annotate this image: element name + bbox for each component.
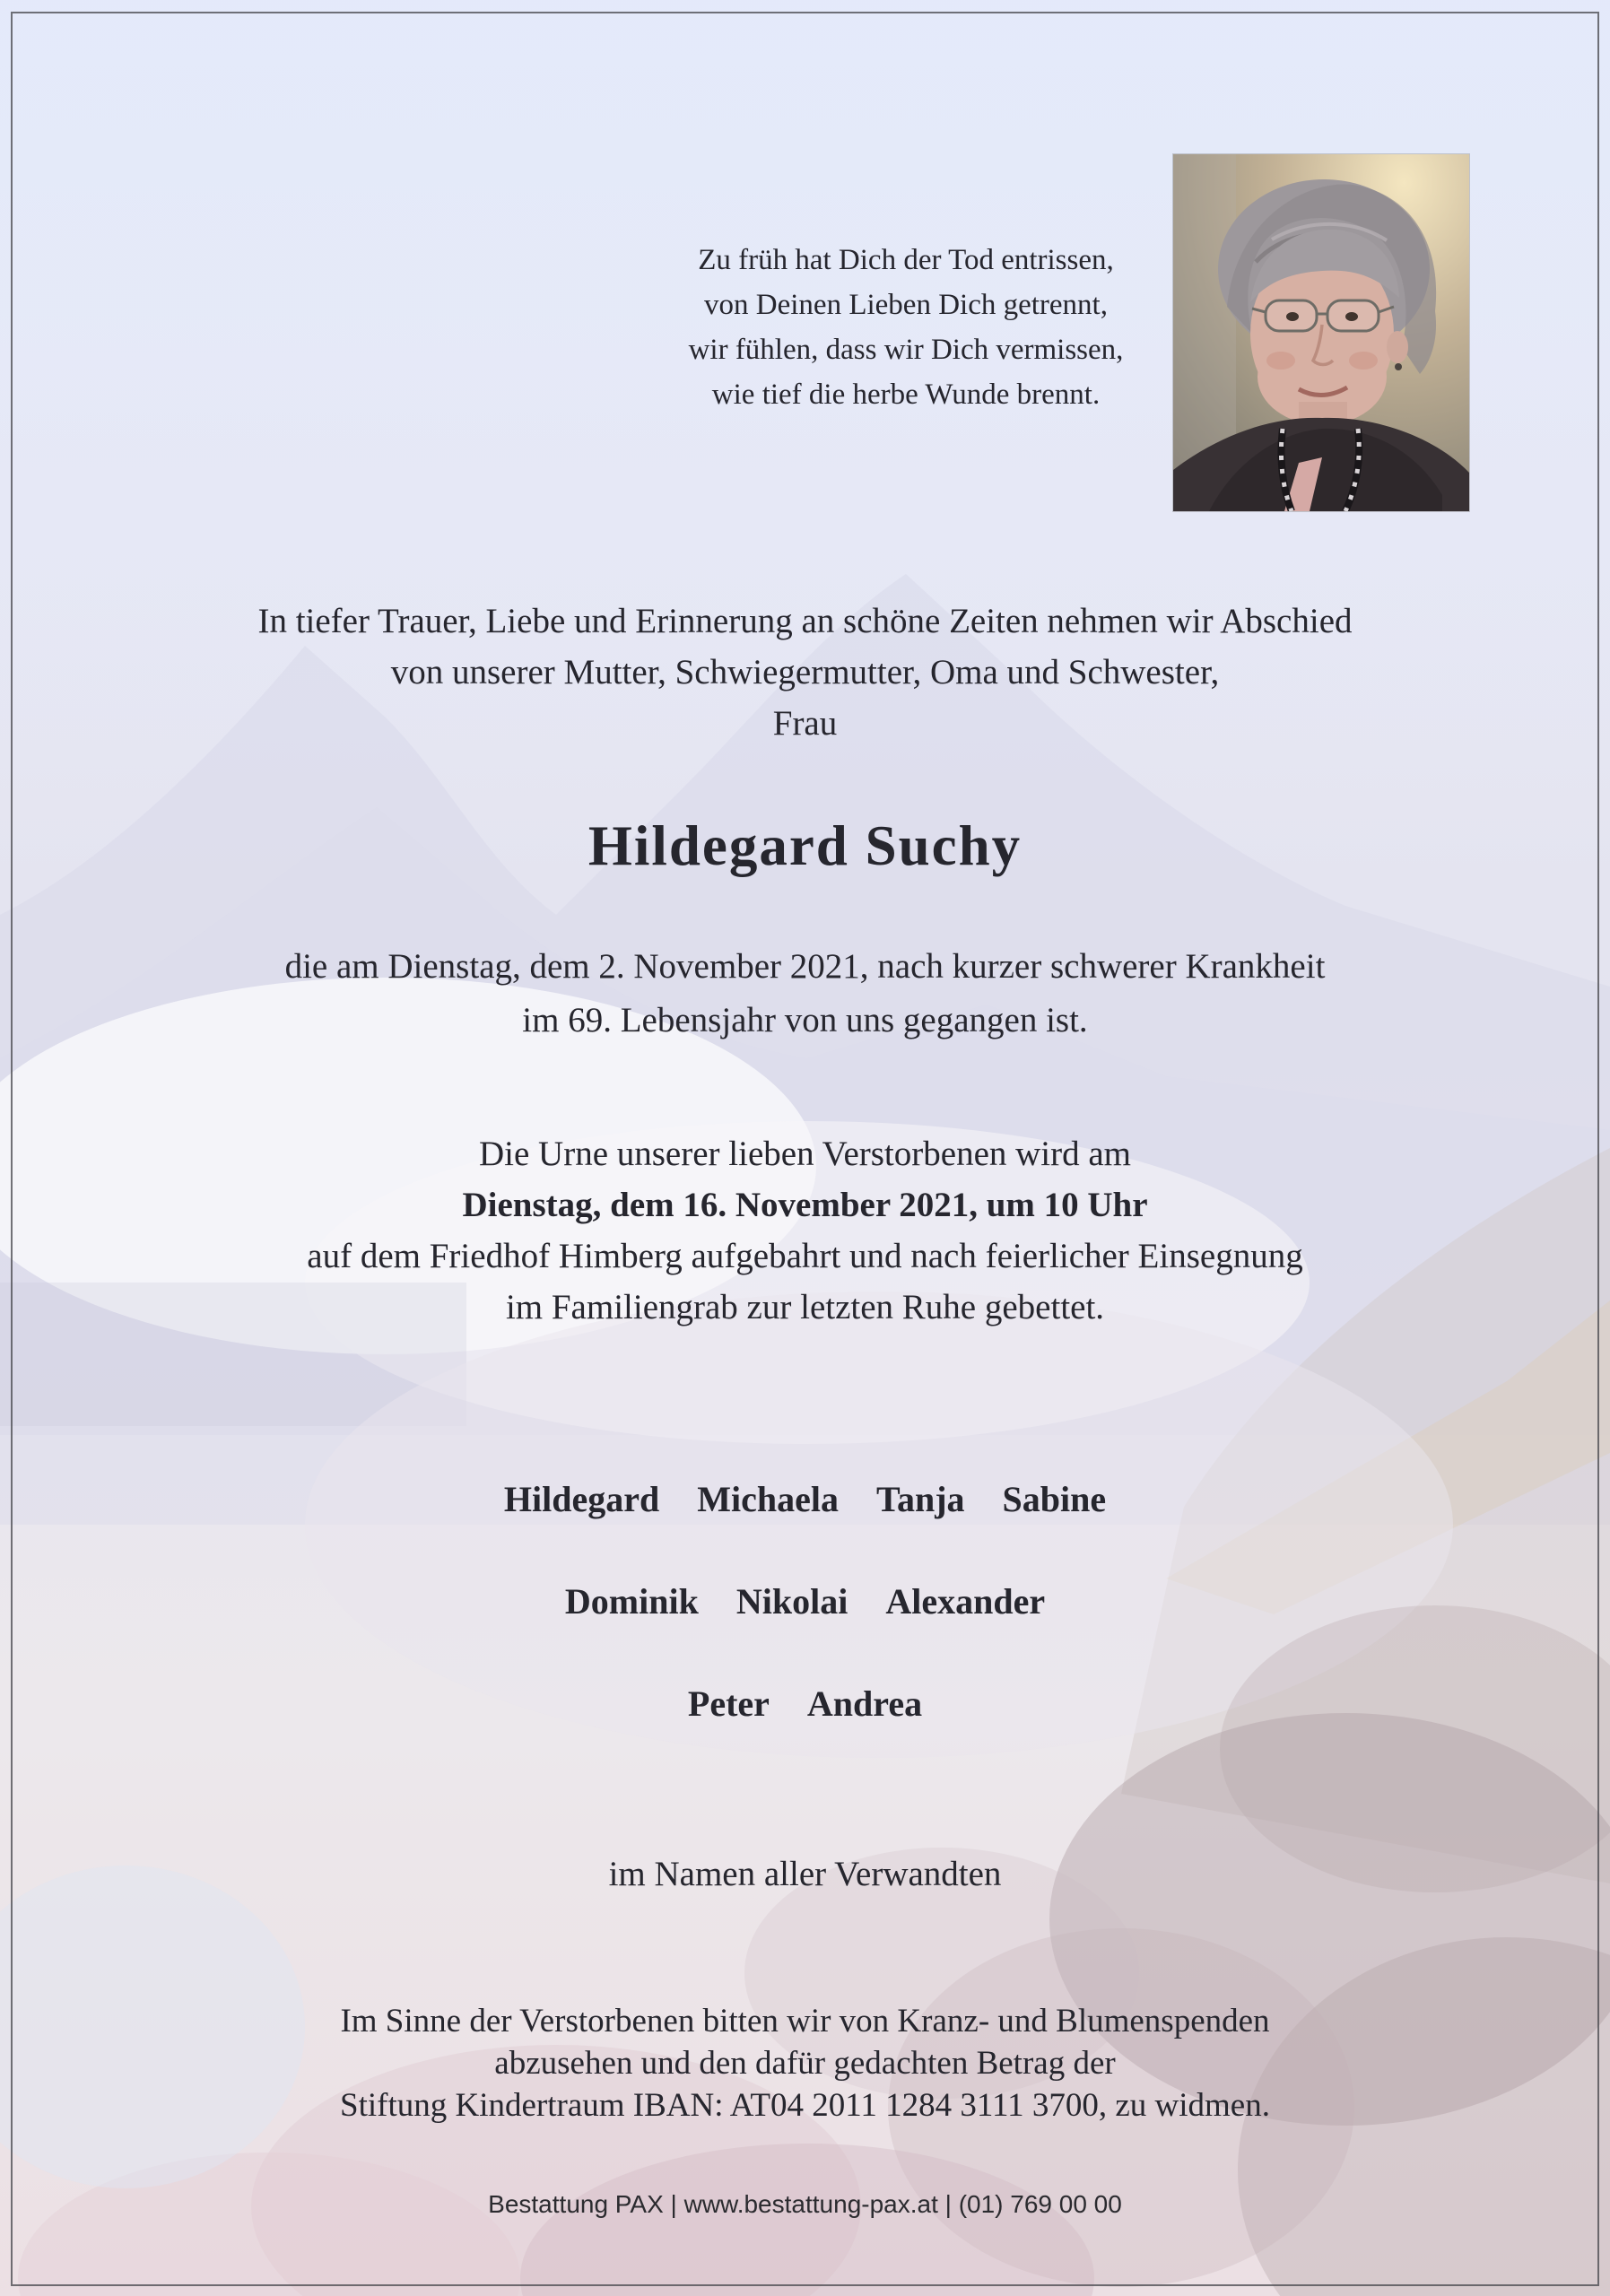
mourners-row-2	[0, 1580, 1610, 1623]
mourner-name: Nikolai	[735, 1581, 849, 1622]
intro-line: In tiefer Trauer, Liebe und Erinnerung an schöne Zeiten nehmen wir Abschied	[257, 602, 1353, 640]
closing-line: im Namen aller Verwandten	[608, 1855, 1002, 1893]
donation-line: Stiftung Kindertraum IBAN: AT04 2011 1284 3111 3700, zu widmen.	[340, 2087, 1270, 2124]
mourner-name: Peter	[687, 1683, 770, 1724]
introduction-text	[0, 596, 1610, 749]
ceremony-line: im Familiengrab zur letzten Ruhe gebettet.	[505, 1288, 1105, 1326]
portrait-photo	[1173, 154, 1469, 511]
poem-line: Zu früh hat Dich der Tod entrissen,	[698, 244, 1114, 276]
death-line: im 69. Lebensjahr von uns gegangen ist.	[522, 1001, 1088, 1039]
poem-line: wie tief die herbe Wunde brennt.	[711, 378, 1101, 411]
ceremony-date-line: Dienstag, dem 16. November 2021, um 10 Uhr	[462, 1186, 1148, 1224]
memorial-poem	[637, 238, 1175, 417]
ceremony-details	[0, 1128, 1610, 1333]
mourner-name: Sabine	[1002, 1479, 1107, 1519]
portrait-photo-art	[1173, 154, 1469, 511]
donation-request	[0, 2000, 1610, 2126]
mourner-name: Andrea	[806, 1683, 923, 1724]
deceased-name: Hildegard Suchy	[587, 814, 1023, 877]
poem-line: wir fühlen, dass wir Dich vermissen,	[688, 334, 1124, 366]
mourners-row-1	[0, 1478, 1610, 1521]
intro-line: Frau	[772, 704, 838, 743]
intro-line: von unserer Mutter, Schwiegermutter, Oma und Schwester,	[390, 653, 1220, 691]
mourner-name: Tanja	[875, 1479, 965, 1519]
donation-line: abzusehen und den dafür gedachten Betrag der	[494, 2045, 1116, 2082]
donation-line: Im Sinne der Verstorbenen bitten wir von Kranz- und Blumenspenden	[340, 2003, 1270, 2039]
mourner-name: Dominik	[564, 1581, 699, 1622]
poem-line: von Deinen Lieben Dich getrennt,	[704, 289, 1108, 321]
ceremony-line: auf dem Friedhof Himberg aufgebahrt und nach feierlicher Einsegnung	[307, 1237, 1303, 1275]
death-line: die am Dienstag, dem 2. November 2021, nach kurzer schwerer Krankheit	[284, 947, 1326, 986]
mourners-row-3	[0, 1683, 1610, 1726]
ceremony-line: Die Urne unserer lieben Verstorbenen wird am	[478, 1135, 1132, 1173]
mourner-name: Alexander	[885, 1581, 1046, 1622]
death-details	[0, 940, 1610, 1048]
mourner-name: Michaela	[697, 1479, 839, 1519]
funeral-home-footer: Bestattung PAX | www.bestattung-pax.at | (01) 769 00 00	[488, 2190, 1122, 2218]
mourner-name: Hildegard	[503, 1479, 660, 1519]
